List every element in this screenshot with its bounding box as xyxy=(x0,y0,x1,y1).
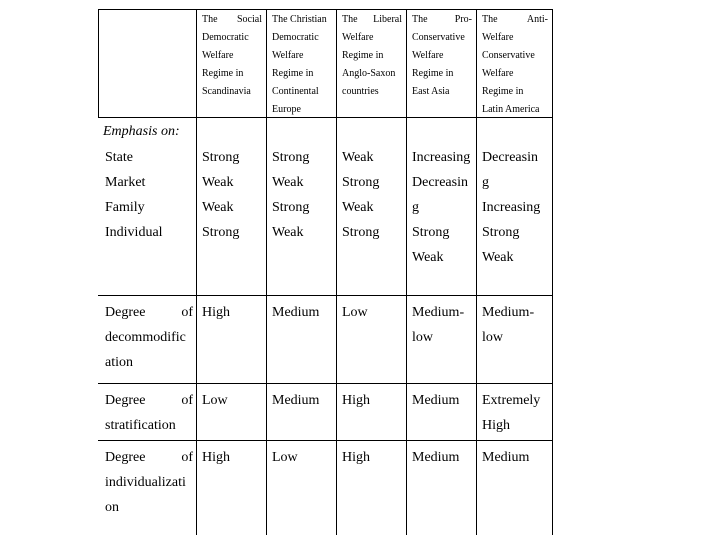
row-label-line xyxy=(105,325,193,350)
table-cell xyxy=(202,300,266,325)
body-column-divider xyxy=(552,117,553,535)
row-label-line xyxy=(105,145,193,170)
column-header-line xyxy=(482,11,548,29)
row-label-text: Individual xyxy=(105,225,163,240)
table-cell-line xyxy=(202,220,266,245)
table-cell-line xyxy=(482,300,552,325)
table-cell-text: High xyxy=(202,305,230,320)
table-cell-text: g xyxy=(412,200,419,215)
table-cell-line xyxy=(412,300,476,325)
row-label-line xyxy=(105,470,193,495)
row-label-text: stratification xyxy=(105,418,176,433)
header-column-divider xyxy=(406,9,407,117)
row-label-text: State xyxy=(105,150,133,165)
column-header-line xyxy=(482,83,548,101)
column-header-text: Continental xyxy=(272,86,319,97)
column-header-line xyxy=(482,101,548,119)
table-cell-text: Weak xyxy=(272,225,304,240)
table-cell-text: High xyxy=(482,418,510,433)
row-label-line xyxy=(105,300,193,325)
column-header-text: Liberal xyxy=(373,14,402,25)
table-cell-line xyxy=(272,445,336,470)
table-cell-line xyxy=(412,170,476,195)
header-column-divider xyxy=(476,9,477,117)
table-cell-text: Weak xyxy=(272,175,304,190)
row-label-text: Market xyxy=(105,175,146,190)
column-header-text: Europe xyxy=(272,104,301,115)
table-cell-text: Medium- xyxy=(412,305,465,320)
row-label-text: Family xyxy=(105,200,145,215)
column-header-text: Regime in xyxy=(482,86,524,97)
table-cell-text: Medium xyxy=(272,393,320,408)
table-cell-text: Weak xyxy=(342,150,374,165)
table-cell-line xyxy=(342,388,406,413)
table-cell-line xyxy=(202,145,266,170)
row-label-text: ation xyxy=(105,355,133,370)
table-cell-line xyxy=(482,445,552,470)
body-column-divider xyxy=(336,117,337,535)
column-header-line xyxy=(342,65,402,83)
row-label-line xyxy=(105,445,193,470)
row-label-text: decommodific xyxy=(105,330,186,345)
row-label-text: of xyxy=(181,393,193,408)
column-header-text: Regime in xyxy=(272,68,314,79)
table-cell xyxy=(342,300,406,325)
column-header-line xyxy=(272,101,332,119)
column-header-text: Welfare xyxy=(202,50,234,61)
column-header-line xyxy=(412,83,472,101)
table-cell xyxy=(272,145,336,245)
row-label-text: individualizati xyxy=(105,475,186,490)
column-header-text: countries xyxy=(342,86,379,97)
table-cell-text: Strong xyxy=(342,175,380,190)
body-column-divider xyxy=(476,117,477,535)
column-header-text: Welfare xyxy=(272,50,304,61)
table-cell-text: Decreasin xyxy=(482,150,538,165)
section-divider xyxy=(98,295,553,296)
table-cell-line xyxy=(202,445,266,470)
table-cell-line xyxy=(482,170,552,195)
column-header-line xyxy=(272,11,332,29)
table-cell xyxy=(482,445,552,470)
header-column-divider xyxy=(336,9,337,117)
column-header-line xyxy=(272,47,332,65)
table-cell-text: Low xyxy=(202,393,228,408)
table-cell-line xyxy=(482,220,552,245)
table-cell-text: Weak xyxy=(482,250,514,265)
table-cell-line xyxy=(482,413,552,438)
table-cell-line xyxy=(482,145,552,170)
table-cell-line xyxy=(272,170,336,195)
column-header-line xyxy=(342,29,402,47)
table-cell-line xyxy=(482,245,552,270)
table-cell-text: Strong xyxy=(272,150,310,165)
table-cell-text: Medium xyxy=(272,305,320,320)
column-header-line xyxy=(412,11,472,29)
table-cell-text: Weak xyxy=(202,200,234,215)
row-label-text: of xyxy=(181,450,193,465)
table-cell-line xyxy=(342,145,406,170)
table-cell-line xyxy=(412,195,476,220)
row-label-text: Degree xyxy=(105,393,146,408)
table-cell-line xyxy=(272,195,336,220)
column-header-text: The Christian xyxy=(272,14,327,25)
header-right-border xyxy=(552,9,553,117)
table-cell-text: Medium xyxy=(482,450,530,465)
table-cell-line xyxy=(412,388,476,413)
table-cell-line xyxy=(202,170,266,195)
table-cell-line xyxy=(342,195,406,220)
table-cell-line xyxy=(482,388,552,413)
table-cell xyxy=(482,145,552,270)
column-header-text: Democratic xyxy=(272,32,319,43)
column-header-text: Anti- xyxy=(526,14,548,25)
table-cell xyxy=(272,445,336,470)
column-header-text: Conservative xyxy=(482,50,535,61)
column-header-text: Pro- xyxy=(454,14,472,25)
table-cell-line xyxy=(342,220,406,245)
column-header-text: Regime in xyxy=(342,50,384,61)
table-cell xyxy=(342,388,406,413)
column-header-text: Welfare xyxy=(482,68,514,79)
table-cell-text: Decreasin xyxy=(412,175,468,190)
table-cell xyxy=(272,388,336,413)
table-cell-line xyxy=(272,388,336,413)
body-column-divider xyxy=(196,117,197,535)
row-label xyxy=(105,388,193,438)
table-cell-text: Increasing xyxy=(482,200,541,215)
table-cell-text: Medium- xyxy=(482,305,535,320)
column-header-line xyxy=(342,83,402,101)
table-cell xyxy=(412,300,476,350)
column-header-text: Regime in xyxy=(412,68,454,79)
table-cell-text: High xyxy=(342,450,370,465)
column-header-text: East Asia xyxy=(412,86,450,97)
table-cell-line xyxy=(342,170,406,195)
table-cell xyxy=(412,445,476,470)
column-header xyxy=(202,11,262,101)
row-label xyxy=(105,445,193,520)
column-header-text: Scandinavia xyxy=(202,86,251,97)
table-cell xyxy=(342,145,406,245)
column-header-text: The xyxy=(482,14,498,25)
column-header-line xyxy=(202,83,262,101)
column-header-line xyxy=(342,47,402,65)
column-header-text: Welfare xyxy=(482,32,514,43)
table-cell-line xyxy=(412,220,476,245)
table-cell-line xyxy=(412,245,476,270)
column-header-line xyxy=(412,47,472,65)
table-cell xyxy=(202,388,266,413)
body-column-divider xyxy=(266,117,267,535)
table-cell-line xyxy=(202,195,266,220)
column-header-text: Regime in xyxy=(202,68,244,79)
row-label-line xyxy=(105,413,193,438)
table-cell xyxy=(202,145,266,245)
column-header-line xyxy=(482,47,548,65)
header-column-divider xyxy=(266,9,267,117)
row-label-line xyxy=(105,350,193,375)
table-cell xyxy=(412,388,476,413)
row-label xyxy=(105,300,193,375)
table-cell-text: low xyxy=(412,330,433,345)
table-cell-text: Strong xyxy=(202,225,240,240)
row-label-text: Degree xyxy=(105,305,146,320)
table-cell xyxy=(342,445,406,470)
column-header-line xyxy=(482,65,548,83)
table-cell-line xyxy=(482,325,552,350)
column-header xyxy=(272,11,332,119)
column-header-text: Democratic xyxy=(202,32,249,43)
header-top-border xyxy=(98,9,553,10)
row-label-line xyxy=(105,495,193,520)
header-left-border xyxy=(98,9,99,117)
table-cell-line xyxy=(342,445,406,470)
column-header-line xyxy=(202,65,262,83)
column-header-line xyxy=(202,47,262,65)
column-header xyxy=(342,11,402,101)
emphasis-label: Emphasis on: xyxy=(103,124,180,139)
table-cell-text: Extremely xyxy=(482,393,541,408)
table-cell-line xyxy=(272,220,336,245)
table-cell-text: Medium xyxy=(412,393,460,408)
table-cell-text: Weak xyxy=(342,200,374,215)
table-cell-text: Weak xyxy=(412,250,444,265)
table-cell-text: High xyxy=(202,450,230,465)
table-cell xyxy=(272,300,336,325)
row-label-line xyxy=(105,195,193,220)
column-header-line xyxy=(272,65,332,83)
table-cell-line xyxy=(272,145,336,170)
table-cell-text: Medium xyxy=(412,450,460,465)
column-header-line xyxy=(482,29,548,47)
column-header-line xyxy=(272,83,332,101)
table-cell xyxy=(482,300,552,350)
column-header-text: Conservative xyxy=(412,32,465,43)
column-header-text: Welfare xyxy=(342,32,374,43)
table-cell-text: Strong xyxy=(272,200,310,215)
column-header-text: The xyxy=(202,14,218,25)
table-cell-text: Strong xyxy=(202,150,240,165)
row-label xyxy=(105,145,193,245)
table-cell-line xyxy=(482,195,552,220)
column-header-line xyxy=(412,29,472,47)
column-header-text: The xyxy=(342,14,358,25)
table-cell-text: Strong xyxy=(482,225,520,240)
column-header xyxy=(482,11,548,119)
table-cell-line xyxy=(202,300,266,325)
row-label-line xyxy=(105,388,193,413)
table-cell-line xyxy=(272,300,336,325)
table-cell-text: High xyxy=(342,393,370,408)
header-column-divider xyxy=(196,9,197,117)
table-cell xyxy=(482,388,552,438)
table-cell-text: Low xyxy=(272,450,298,465)
column-header-text: Anglo-Saxon xyxy=(342,68,396,79)
table-cell-line xyxy=(342,300,406,325)
table-cell-text: Strong xyxy=(412,225,450,240)
table-cell-line xyxy=(412,445,476,470)
column-header xyxy=(412,11,472,101)
table-cell-text: Increasing xyxy=(412,150,471,165)
column-header-line xyxy=(272,29,332,47)
row-label-text: of xyxy=(181,305,193,320)
row-label-line xyxy=(105,220,193,245)
column-header-line xyxy=(412,65,472,83)
column-header-text: Welfare xyxy=(412,50,444,61)
table-cell-line xyxy=(412,145,476,170)
table-cell-line xyxy=(412,325,476,350)
table-cell-text: Strong xyxy=(342,225,380,240)
column-header-text: Social xyxy=(237,14,262,25)
column-header-text: Latin America xyxy=(482,104,540,115)
column-header-line xyxy=(202,11,262,29)
column-header-text: The xyxy=(412,14,428,25)
column-header-line xyxy=(202,29,262,47)
table-cell-text: g xyxy=(482,175,489,190)
row-label-text: Degree xyxy=(105,450,146,465)
row-label-line xyxy=(105,170,193,195)
table-cell-text: Low xyxy=(342,305,368,320)
body-column-divider xyxy=(406,117,407,535)
column-header-line xyxy=(342,11,402,29)
section-divider xyxy=(98,383,553,384)
table-cell-text: Weak xyxy=(202,175,234,190)
table-cell xyxy=(412,145,476,270)
table-cell-line xyxy=(202,388,266,413)
table-cell-text: low xyxy=(482,330,503,345)
section-divider xyxy=(98,440,553,441)
row-label-text: on xyxy=(105,500,119,515)
table-cell xyxy=(202,445,266,470)
